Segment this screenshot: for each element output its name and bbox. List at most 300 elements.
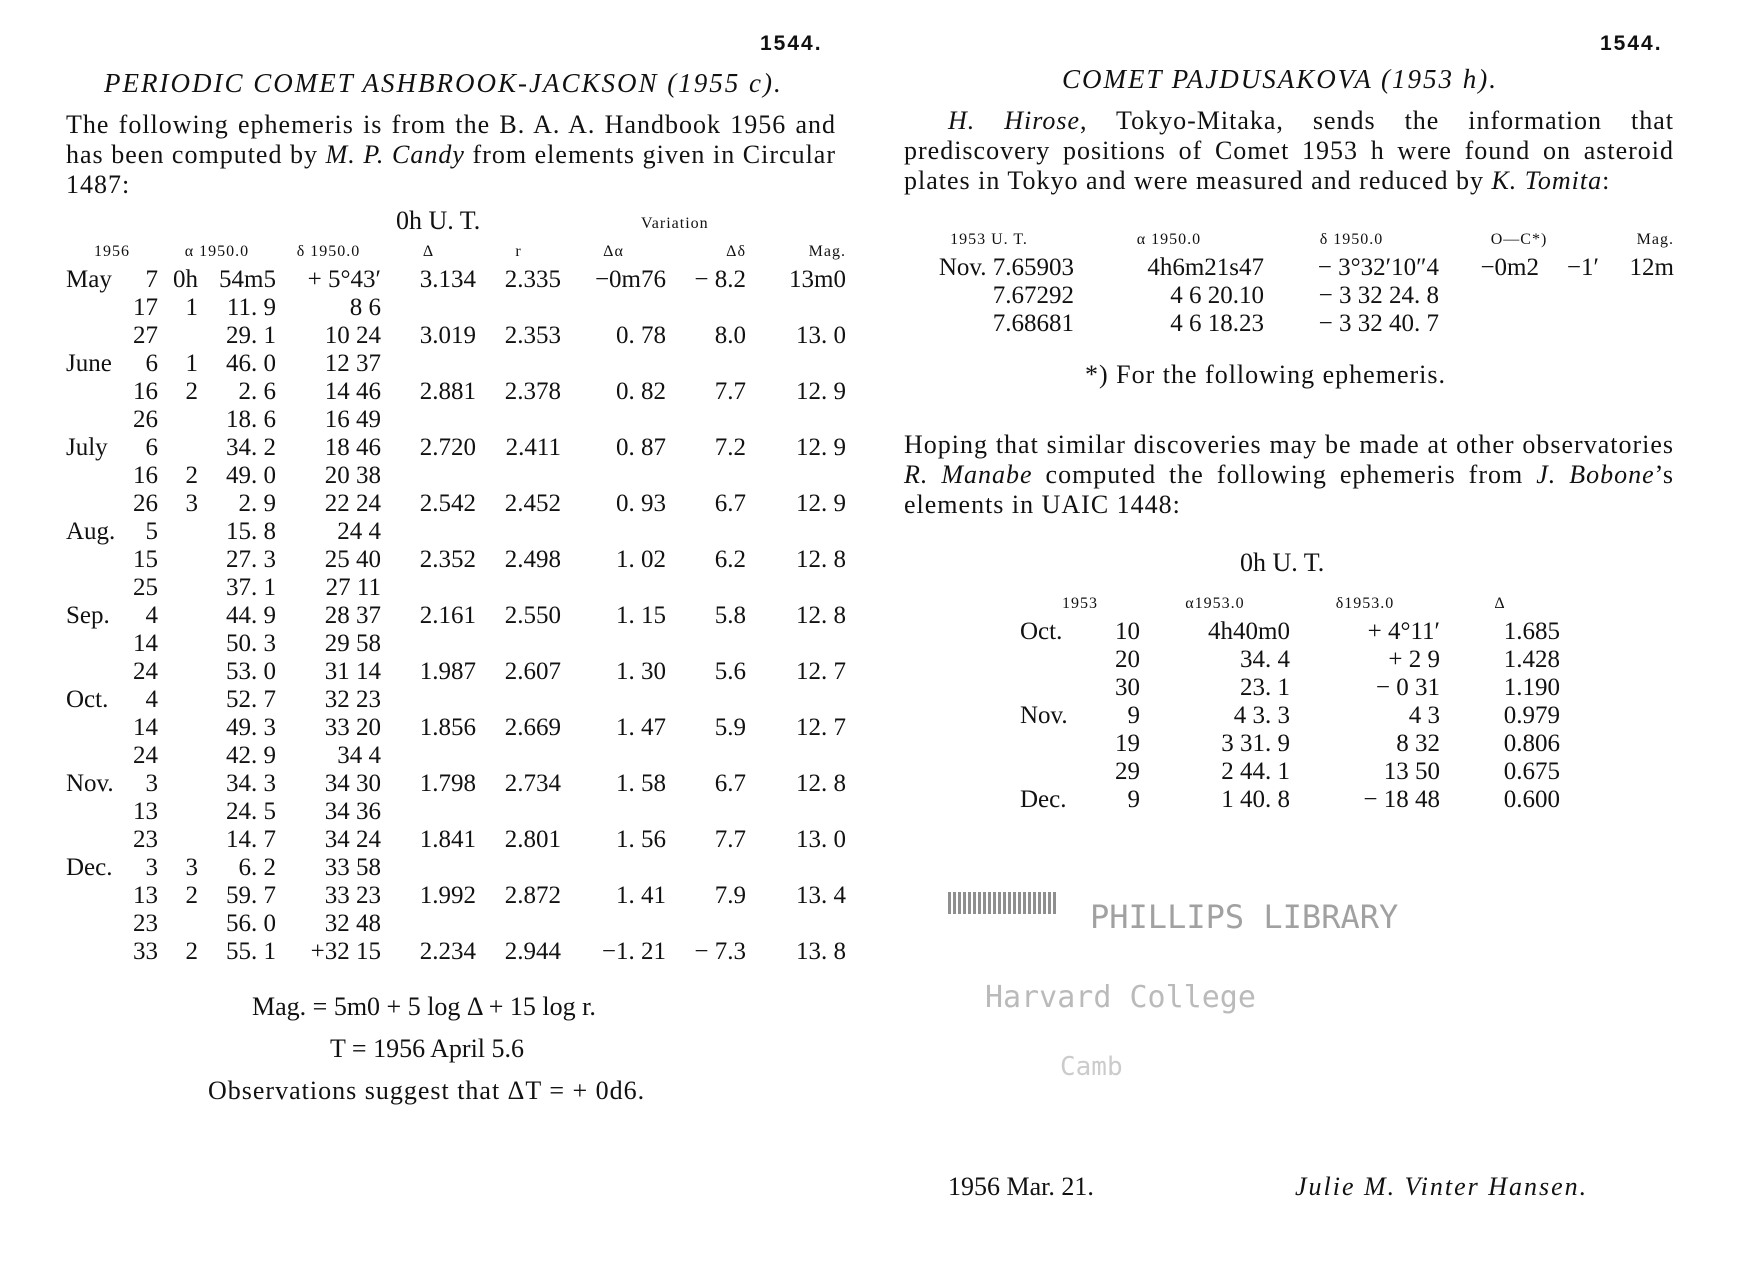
observations-note: Observations suggest that ΔT = + 0d6. (208, 1076, 646, 1105)
row-variation-alpha: 0. 78 (616, 322, 666, 349)
row-delta (381, 798, 476, 826)
row-r (476, 686, 561, 714)
row-magnitude: 13. 0 (796, 826, 846, 853)
eph-month (1020, 646, 1080, 674)
right-intro2-elements-author: J. Bobone (1536, 460, 1655, 489)
eph-dec: 8 32 (1396, 730, 1440, 757)
right-intro2-text-1: Hoping that similar discoveries may be made at other observatories (904, 430, 1674, 459)
row-variation-alpha (561, 574, 666, 602)
row-r (476, 462, 561, 490)
right-intro-2 (904, 430, 1674, 520)
row-month (66, 462, 124, 490)
row-declination: 10 24 (324, 322, 381, 349)
left-title: PERIODIC COMET ASHBROOK-JACKSON (1955 c). (104, 68, 783, 98)
row-variation-alpha (561, 462, 666, 490)
row-ra-hours: 2 (185, 462, 198, 489)
row-ra-minutes: 11. 9 (226, 294, 276, 321)
row-month (66, 826, 124, 854)
row-r (476, 574, 561, 602)
row-month: Oct. (66, 686, 109, 713)
row-day: 14 (133, 630, 158, 657)
obs-oc-dec (1539, 310, 1599, 338)
row-declination: 14 46 (324, 378, 381, 405)
row-r: 2.801 (504, 826, 561, 853)
magnitude-formula: Mag. = 5m0 + 5 log Δ + 15 log r. (252, 992, 596, 1021)
row-delta (381, 574, 476, 602)
obs-col-oc: O—C*) (1490, 231, 1548, 248)
row-delta (381, 742, 476, 770)
row-magnitude: 12. 9 (796, 490, 846, 517)
right-circular-number: 1544. (1600, 32, 1663, 55)
row-day: 24 (133, 658, 158, 685)
row-declination: 25 40 (324, 546, 381, 573)
row-delta: 1.987 (419, 658, 476, 685)
row-declination: 34 30 (324, 770, 381, 797)
row-delta (381, 518, 476, 546)
row-declination: 24 4 (337, 518, 381, 545)
row-ra-minutes: 42. 9 (226, 742, 276, 769)
row-month (66, 882, 124, 910)
row-ra-hours (158, 742, 198, 770)
table-row (66, 266, 846, 294)
row-declination: 34 36 (324, 798, 381, 825)
row-r: 2.498 (504, 546, 561, 573)
row-month: Sep. (66, 602, 110, 629)
row-r (476, 630, 561, 658)
row-magnitude: 12. 8 (796, 602, 846, 629)
circular-date: 1956 Mar. 21. (948, 1172, 1094, 1201)
row-declination: 12 37 (324, 350, 381, 377)
row-month (66, 574, 124, 602)
eph-ra: 34. 4 (1240, 646, 1290, 673)
row-variation-delta: 7.7 (714, 826, 746, 853)
row-month (66, 910, 124, 938)
row-delta (381, 686, 476, 714)
obs-mag (1599, 282, 1674, 310)
row-delta: 1.856 (419, 714, 476, 741)
row-variation-delta (666, 574, 746, 602)
row-declination: 16 49 (324, 406, 381, 433)
row-ra-minutes: 24. 5 (226, 798, 276, 825)
row-declination: 31 14 (324, 658, 381, 685)
perihelion-time: T = 1956 April 5.6 (330, 1034, 525, 1063)
row-magnitude (746, 406, 846, 434)
table-row (66, 910, 846, 938)
obs-dec: − 3 32 24. 8 (1318, 282, 1439, 309)
row-ra-hours (158, 826, 198, 854)
table-row (66, 658, 846, 686)
prediscovery-positions-table (904, 226, 1674, 338)
row-ra-minutes: 15. 8 (226, 518, 276, 545)
row-magnitude (746, 574, 846, 602)
row-delta: 2.542 (419, 490, 476, 517)
row-variation-alpha (561, 686, 666, 714)
row-day: 6 (145, 350, 158, 377)
row-variation-delta (666, 294, 746, 322)
row-day: 4 (145, 602, 158, 629)
right-title: COMET PAJDUSAKOVA (1953 h). (1062, 64, 1498, 94)
row-variation-delta (666, 518, 746, 546)
obs-mag: 12m (1629, 254, 1674, 281)
obs-oc-dec: −1′ (1566, 254, 1599, 281)
row-delta: 2.881 (419, 378, 476, 405)
row-declination: 22 24 (324, 490, 381, 517)
row-month: Nov. (66, 770, 114, 797)
eph-delta: 1.685 (1503, 618, 1560, 645)
left-col-ddelta: Δδ (726, 243, 746, 260)
row-r: 2.550 (504, 602, 561, 629)
row-variation-delta: 6.7 (714, 770, 746, 797)
row-declination: 32 48 (324, 910, 381, 937)
row-variation-alpha (561, 406, 666, 434)
row-ra-minutes: 49. 3 (226, 714, 276, 741)
eph-ra: 4 3. 3 (1233, 702, 1290, 729)
row-r (476, 798, 561, 826)
row-ra-hours (158, 686, 198, 714)
row-variation-delta (666, 686, 746, 714)
left-col-year: 1956 (94, 243, 130, 260)
row-month (66, 378, 124, 406)
row-r: 2.353 (504, 322, 561, 349)
table-row (66, 574, 846, 602)
obs-date: 7.68681 (992, 310, 1074, 337)
row-ra-minutes: 54m5 (219, 266, 276, 293)
row-declination: 33 20 (324, 714, 381, 741)
row-variation-alpha (561, 798, 666, 826)
table-row (66, 882, 846, 910)
eph-dec: 4 3 (1408, 702, 1440, 729)
left-table-header-row (66, 238, 846, 266)
row-declination: 33 58 (324, 854, 381, 881)
row-variation-alpha: 1. 15 (616, 602, 666, 629)
right-col-dec: δ1953.0 (1335, 595, 1395, 612)
table-row (66, 518, 846, 546)
row-delta (381, 462, 476, 490)
row-day: 7 (145, 266, 158, 293)
row-day: 5 (145, 518, 158, 545)
row-magnitude: 13. 4 (796, 882, 846, 909)
row-ra-minutes: 34. 2 (226, 434, 276, 461)
right-intro-measurer: K. Tomita (1491, 166, 1603, 195)
row-ra-hours (158, 658, 198, 686)
row-delta (381, 294, 476, 322)
obs-date: 7.67292 (992, 282, 1074, 309)
right-ut-header: 0h U. T. (1240, 548, 1325, 577)
row-ra-hours (158, 714, 198, 742)
row-declination: 29 58 (324, 630, 381, 657)
row-variation-delta: 7.2 (714, 434, 746, 461)
signature: Julie M. Vinter Hansen. (1295, 1172, 1589, 1201)
left-ut-header: 0h U. T. (396, 206, 481, 235)
eph-month (1020, 674, 1080, 702)
row-ra-hours: 1 (185, 294, 198, 321)
left-col-mag: Mag. (808, 243, 846, 260)
row-ra-minutes: 53. 0 (226, 658, 276, 685)
eph-day: 19 (1115, 730, 1140, 757)
row-delta: 2.720 (419, 434, 476, 461)
row-month (66, 630, 124, 658)
row-variation-alpha (561, 910, 666, 938)
right-intro-author: H. Hirose (948, 106, 1081, 135)
row-day: 3 (145, 770, 158, 797)
row-declination: 20 38 (324, 462, 381, 489)
row-day: 16 (133, 462, 158, 489)
row-r (476, 910, 561, 938)
row-month (66, 294, 124, 322)
obs-oc-dec (1539, 282, 1599, 310)
row-ra-minutes: 46. 0 (226, 350, 276, 377)
library-stamp-college: Harvard College (985, 980, 1256, 1015)
table-row (66, 322, 846, 350)
row-variation-delta (666, 854, 746, 882)
row-declination: 32 23 (324, 686, 381, 713)
row-delta: 1.992 (419, 882, 476, 909)
eph-month: Nov. (1020, 702, 1068, 729)
left-col-dalpha: Δα (603, 243, 624, 260)
row-month: June (66, 350, 112, 377)
row-ra-hours (158, 322, 198, 350)
row-magnitude: 13m0 (789, 266, 846, 293)
row-day: 13 (133, 798, 158, 825)
row-magnitude (746, 686, 846, 714)
row-ra-hours: 2 (185, 938, 198, 965)
right-col-ra: α1953.0 (1185, 595, 1245, 612)
row-ra-minutes: 37. 1 (226, 574, 276, 601)
row-variation-alpha: −1. 21 (601, 938, 666, 965)
row-ra-hours: 2 (185, 882, 198, 909)
row-ra-minutes: 34. 3 (226, 770, 276, 797)
row-declination: 33 23 (324, 882, 381, 909)
row-ra-hours: 1 (185, 350, 198, 377)
row-ra-minutes: 49. 0 (226, 462, 276, 489)
left-circular-number: 1544. (760, 32, 823, 55)
row-r: 2.944 (504, 938, 561, 965)
row-day: 4 (145, 686, 158, 713)
table-row (904, 254, 1674, 282)
row-variation-alpha (561, 742, 666, 770)
row-day: 14 (133, 714, 158, 741)
row-declination: + 5°43′ (307, 266, 381, 293)
table-row (66, 350, 846, 378)
stamp-smudge (948, 892, 1058, 914)
row-declination: 8 6 (349, 294, 381, 321)
row-variation-delta (666, 406, 746, 434)
row-variation-alpha: 1. 02 (616, 546, 666, 573)
eph-ra: 1 40. 8 (1221, 786, 1290, 813)
row-magnitude (746, 630, 846, 658)
row-magnitude (746, 518, 846, 546)
table-row (1020, 730, 1560, 758)
right-col-delta: Δ (1494, 595, 1506, 612)
row-day: 23 (133, 826, 158, 853)
eph-ra: 3 31. 9 (1221, 730, 1290, 757)
row-month (66, 490, 124, 518)
row-month (66, 406, 124, 434)
table-row (66, 602, 846, 630)
table-row (1020, 646, 1560, 674)
left-variation-header: Variation (641, 215, 709, 232)
row-delta: 2.352 (419, 546, 476, 573)
row-day: 16 (133, 378, 158, 405)
row-variation-delta: − 7.3 (694, 938, 746, 965)
right-intro-text-1: , Tokyo-Mitaka, sends the information that prediscovery positions of Comet 1953 h were found on asteroid plates in Tokyo and were measured and reduced by (904, 106, 1674, 195)
row-day: 3 (145, 854, 158, 881)
row-variation-delta: − 8.2 (694, 266, 746, 293)
row-month (66, 938, 124, 966)
row-variation-delta: 8.0 (714, 322, 746, 349)
row-magnitude (746, 350, 846, 378)
row-delta (381, 630, 476, 658)
right-intro (904, 106, 1674, 196)
row-day: 25 (133, 574, 158, 601)
row-delta (381, 406, 476, 434)
row-ra-hours (158, 770, 198, 798)
eph-day: 9 (1127, 702, 1140, 729)
row-delta: 2.161 (419, 602, 476, 629)
right-intro2-text-2: computed the following ephemeris from (1032, 460, 1537, 489)
table-row (66, 742, 846, 770)
row-ra-hours: 2 (185, 378, 198, 405)
eph-day: 10 (1115, 618, 1140, 645)
row-declination: 34 24 (324, 826, 381, 853)
table-row (66, 294, 846, 322)
row-variation-alpha: 1. 58 (616, 770, 666, 797)
row-declination: +32 15 (310, 938, 381, 965)
left-intro-computer: M. P. Candy (325, 140, 465, 169)
row-magnitude: 12. 7 (796, 714, 846, 741)
left-col-dec: δ 1950.0 (296, 243, 361, 260)
row-delta: 1.798 (419, 770, 476, 797)
row-delta: 1.841 (419, 826, 476, 853)
row-magnitude: 12. 7 (796, 658, 846, 685)
row-magnitude (746, 462, 846, 490)
obs-oc-ra: −0m2 (1480, 254, 1539, 281)
obs-header-row (904, 226, 1674, 254)
row-magnitude (746, 854, 846, 882)
row-variation-delta (666, 350, 746, 378)
row-r: 2.607 (504, 658, 561, 685)
row-ra-minutes: 50. 3 (226, 630, 276, 657)
row-variation-alpha: 1. 56 (616, 826, 666, 853)
row-magnitude (746, 294, 846, 322)
obs-ra: 4 6 20.10 (1170, 282, 1264, 309)
row-r (476, 406, 561, 434)
row-variation-alpha (561, 630, 666, 658)
table-row (66, 406, 846, 434)
row-r: 2.734 (504, 770, 561, 797)
right-col-year: 1953 (1062, 595, 1098, 612)
obs-ra: 4h6m21s47 (1147, 254, 1264, 281)
row-variation-alpha: 0. 87 (616, 434, 666, 461)
row-r (476, 742, 561, 770)
table-row (66, 686, 846, 714)
row-variation-delta (666, 462, 746, 490)
left-intro (66, 110, 836, 200)
row-variation-delta (666, 742, 746, 770)
row-month: Aug. (66, 518, 116, 545)
footnote: *) For the following ephemeris. (1085, 360, 1446, 389)
row-ra-minutes: 27. 3 (226, 546, 276, 573)
left-intro-text-2: from elements given in Circular 1487: (66, 140, 836, 199)
row-r (476, 294, 561, 322)
row-variation-delta (666, 910, 746, 938)
row-variation-alpha: 1. 47 (616, 714, 666, 741)
table-row (904, 310, 1674, 338)
row-variation-alpha: 1. 41 (616, 882, 666, 909)
row-ra-minutes: 55. 1 (226, 938, 276, 965)
left-col-ra: α 1950.0 (184, 243, 250, 260)
row-day: 17 (133, 294, 158, 321)
eph-day: 20 (1115, 646, 1140, 673)
eph-month: Oct. (1020, 618, 1063, 645)
row-delta: 2.234 (419, 938, 476, 965)
row-ra-hours (158, 798, 198, 826)
row-magnitude (746, 742, 846, 770)
row-month: Dec. (66, 854, 113, 881)
row-variation-delta: 5.6 (714, 658, 746, 685)
row-day: 24 (133, 742, 158, 769)
row-variation-delta (666, 798, 746, 826)
eph-day: 9 (1127, 786, 1140, 813)
table-row (66, 378, 846, 406)
table-row (1020, 674, 1560, 702)
row-ra-hours (158, 434, 198, 462)
table-row (66, 770, 846, 798)
eph-delta: 0.806 (1503, 730, 1560, 757)
row-magnitude: 12. 8 (796, 546, 846, 573)
table-row (66, 854, 846, 882)
table-row (66, 938, 846, 966)
row-variation-delta: 5.8 (714, 602, 746, 629)
row-r (476, 518, 561, 546)
obs-col-ra: α 1950.0 (1136, 231, 1202, 248)
right-intro-text-2: : (1602, 166, 1611, 195)
row-ra-minutes: 59. 7 (226, 882, 276, 909)
row-ra-minutes: 2. 6 (238, 378, 276, 405)
row-ra-hours (158, 602, 198, 630)
row-day: 23 (133, 910, 158, 937)
right-ephemeris-table (1020, 590, 1560, 814)
obs-dec: − 3°32′10″4 (1317, 254, 1439, 281)
row-variation-alpha: 0. 93 (616, 490, 666, 517)
table-row (66, 798, 846, 826)
row-r: 2.669 (504, 714, 561, 741)
row-r (476, 350, 561, 378)
eph-delta: 1.190 (1503, 674, 1560, 701)
eph-delta: 0.675 (1503, 758, 1560, 785)
row-day: 33 (133, 938, 158, 965)
eph-month (1020, 758, 1080, 786)
eph-dec: 13 50 (1383, 758, 1440, 785)
row-ra-minutes: 2. 9 (238, 490, 276, 517)
row-delta: 3.134 (419, 266, 476, 293)
row-day: 6 (145, 434, 158, 461)
left-ephemeris-table (66, 238, 846, 966)
eph-ra: 23. 1 (1240, 674, 1290, 701)
table-row (66, 546, 846, 574)
eph-month (1020, 730, 1080, 758)
eph-dec: + 4°11′ (1367, 618, 1440, 645)
row-magnitude: 12. 8 (796, 770, 846, 797)
left-col-r: r (515, 243, 522, 260)
row-ra-hours (158, 518, 198, 546)
eph-delta: 0.979 (1503, 702, 1560, 729)
right-intro2-computer: R. Manabe (904, 460, 1033, 489)
table-row (66, 714, 846, 742)
table-row (66, 462, 846, 490)
row-magnitude: 13. 0 (796, 322, 846, 349)
row-ra-hours (158, 630, 198, 658)
